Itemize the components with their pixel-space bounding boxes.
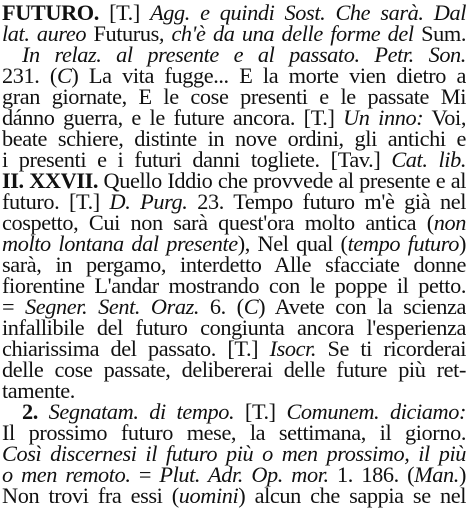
text-span: = (130, 463, 160, 487)
text-span: C (243, 295, 259, 319)
text-span: 231. ( (2, 64, 57, 88)
text-span: Agg. e quindi Sost. Che sarà. Dal (150, 1, 466, 25)
text-span: lat. aureo (2, 22, 94, 46)
text-span: Comunem. diciamo: (286, 400, 466, 424)
text-span: 23. Tempo futuro m'è già nel (187, 190, 466, 214)
text-span: Non trovi fra essi ( (2, 484, 179, 508)
text-span: , ch'è da una delle forme del (158, 22, 422, 46)
text-span: Così discernesi il futuro più o men prossimo, il più (2, 442, 466, 466)
section-number: 2. (22, 400, 49, 424)
text-span: ) Avete con la scienza (258, 295, 466, 319)
text-span: dánno guerra, e le future ancora. [T.] (2, 106, 344, 130)
text-span: infallibile del futuro congiunta ancora l'esperienza (2, 316, 466, 340)
text-span: futuro. [T.] (2, 190, 110, 214)
text-span: delle cose passate, delibererai delle future più ret- (2, 358, 466, 382)
text-span: uomini (178, 484, 239, 508)
text-span: chiarissima del passato. [T.] (2, 337, 270, 361)
text-span: Se ti ricorderai (316, 337, 466, 361)
text-span: D. Purg. (109, 190, 188, 214)
text-span: cospetto, Cui non sarà quest'ora molto antica ( (2, 211, 434, 235)
text-line (2, 484, 466, 508)
text-span: In relaz. al presente e al passato. Petr. Son. (22, 43, 466, 67)
text-span: Isocr. (269, 337, 317, 361)
text-span: 1. 186. ( (328, 463, 415, 487)
headword: FUTURO. (2, 1, 99, 25)
text-span: ) (458, 232, 466, 256)
text-span: fiorentine L'andar mostrando con le poppe il petto. (2, 274, 466, 298)
text-span: Segner. Sent. Oraz. (25, 295, 200, 319)
text-span: tempo futuro (347, 232, 459, 256)
text-span: o men remoto. (2, 463, 131, 487)
text-span: = (2, 295, 26, 319)
text-span: ), Nel qual ( (237, 232, 348, 256)
text-span: C (56, 64, 72, 88)
text-span: Man. (414, 463, 459, 487)
text-span: i presenti e i futuri danni togliete. [Tav.] (2, 148, 392, 172)
text-span: gran giornate, E le cose presenti e le passate Mi (2, 85, 466, 109)
text-span: Quello Iddio che provvede al presente e al (98, 169, 466, 193)
text-span: ) (458, 463, 466, 487)
text-span: non (433, 211, 466, 235)
text-span: 6. ( (199, 295, 244, 319)
text-span: Un inno: (343, 106, 424, 130)
text-span: tamente. (2, 379, 75, 403)
text-span: Plut. Adr. Op. mor. (159, 463, 329, 487)
text-span: sarà, in pergamo, interdetto Alle sfacciate donne (2, 253, 466, 277)
text-span: ) alcun che sappia se nel (238, 484, 466, 508)
text-span: Futurus (93, 22, 159, 46)
text-span: Voi, (423, 106, 466, 130)
text-span: Sum. (421, 22, 466, 46)
text-span: Segnatam. di tempo. (48, 400, 235, 424)
text-span: Il prossimo futuro mese, la settimana, il giorno. (2, 421, 466, 445)
text-span: [T.] (234, 400, 287, 424)
text-span: II. XXVII. (2, 169, 99, 193)
text-span: molto lontana dal presente (2, 232, 238, 256)
text-span: [T.] (98, 1, 151, 25)
text-span: Cat. lib. (391, 148, 466, 172)
text-span: beate schiere, distinte in nove ordini, gli antichi e (2, 127, 466, 151)
text-span: ) La vita fugge... E la morte vien dietro a (71, 64, 466, 88)
